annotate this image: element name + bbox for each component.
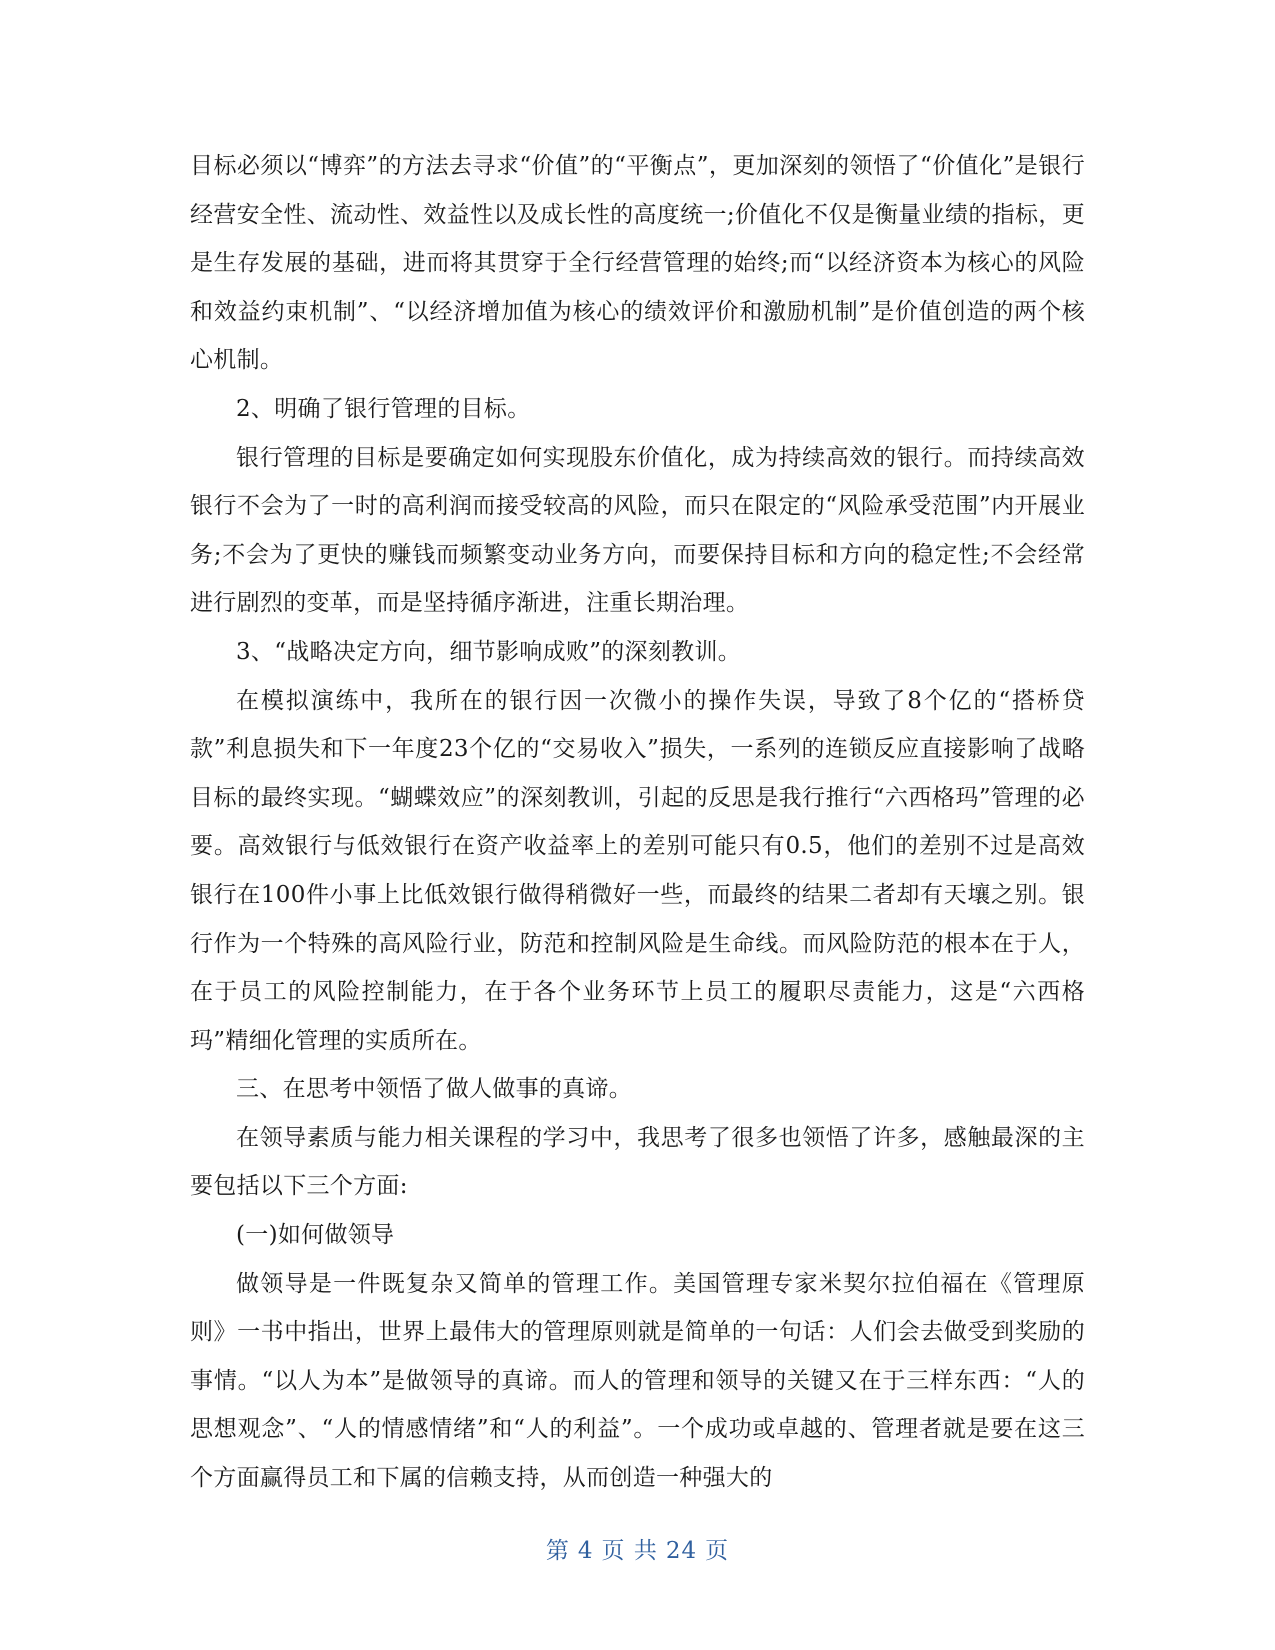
footer-prefix: 第 (545, 1538, 570, 1564)
paragraph-9: 做领导是一件既复杂又简单的管理工作。美国管理专家米契尔拉伯福在《管理原则》一书中指出，世界上最伟大的管理原则就是简单的一句话：人们会去做受到奖励的事情。“以人为本”是做领导的真谛。而人的管理和领导的关键又在于三样东西：“人的思想观念”、“人的情感情绪”和“人的利益”。一个成功或卓越的、管理者就是要在这三个方面赢得员工和下属的信赖支持，从而创造一种强大的 (190, 1270, 1085, 1492)
paragraph-8: (一)如何做领导 (236, 1222, 395, 1249)
footer-middle: 页 共 (601, 1538, 658, 1564)
page-footer (0, 1532, 1275, 1565)
paragraph-1: 目标必须以“博弈”的方法去寻求“价值”的“平衡点”，更加深刻的领悟了“价值化”是银行经营安全性、流动性、效益性以及成长性的高度统一;价值化不仅是衡量业绩的指标，更是生存发展的基础，进而将其贯穿于全行经营管理的始终;而“以经济资本为核心的风险和效益约束机制”、“以经济增加值为核心的绩效评价和激励机制”是价值创造的两个核心机制。 (190, 153, 1085, 374)
paragraph-3: 银行管理的目标是要确定如何实现股东价值化，成为持续高效的银行。而持续高效银行不会为了一时的高利润而接受较高的风险，而只在限定的“风险承受范围”内开展业务;不会为了更快的赚钱而频繁变动业务方向，而要保持目标和方向的稳定性;不会经常进行剧烈的变革，而是坚持循序渐进，注重长期治理。 (190, 444, 1085, 617)
footer-suffix: 页 (705, 1538, 730, 1564)
paragraph-2: 2、明确了银行管理的目标。 (236, 395, 531, 422)
paragraph-7: 在领导素质与能力相关课程的学习中，我思考了很多也领悟了许多，感触最深的主要包括以下三个方面: (190, 1124, 1085, 1200)
footer-current-page: 4 (577, 1538, 594, 1564)
footer-total-pages: 24 (665, 1538, 698, 1564)
paragraph-4: 3、“战略决定方向，细节影响成败”的深刻教训。 (236, 638, 742, 665)
document-body (190, 142, 1085, 1503)
paragraph-6: 三、在思考中领悟了做人做事的真谛。 (236, 1076, 633, 1103)
paragraph-5: 在模拟演练中，我所在的银行因一次微小的操作失误，导致了8个亿的“搭桥贷款”利息损失和下一年度23个亿的“交易收入”损失，一系列的连锁反应直接影响了战略目标的最终实现。“蝴蝶效应”的深刻教训，引起的反思是我行推行“六西格玛”管理的必要。高效银行与低效银行在资产收益率上的差别可能只有0.5，他们的差别不过是高效银行在100件小事上比低效银行做得稍微好一些，而最终的结果二者却有天壤之别。银行作为一个特殊的高风险行业，防范和控制风险是生命线。而风险防范的根本在于人，在于员工的风险控制能力，在于各个业务环节上员工的履职尽责能力，这是“六西格玛”精细化管理的实质所在。 (190, 687, 1085, 1054)
